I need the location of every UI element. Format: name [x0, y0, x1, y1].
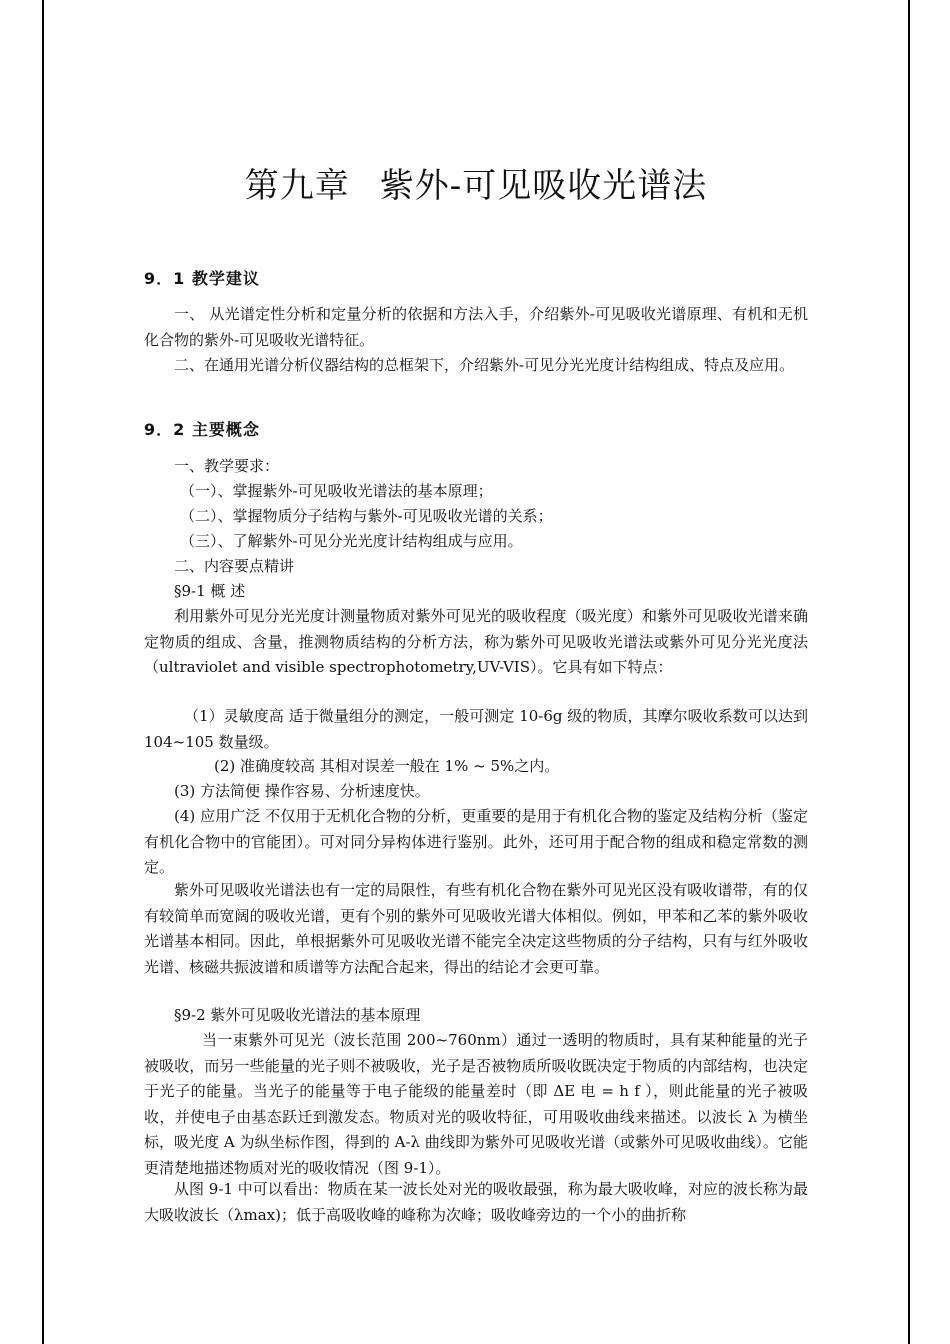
paragraph: (4) 应用广泛 不仅用于无机化合物的分析，更重要的是用于有机化合物的鉴定及结构分析（鉴定有机化合物中的官能团）。可对同分异构体进行鉴别。此外，还可用于配合物的组成和稳定常数的测定。	[144, 807, 808, 876]
paragraph: (3) 方法简便 操作容易、分析速度快。	[174, 782, 430, 800]
paragraph: 二、内容要点精讲	[174, 557, 295, 575]
chapter-name: 紫外-可见吸收光谱法	[379, 166, 708, 206]
chapter-title	[144, 158, 808, 207]
paragraph: 一、教学要求：	[174, 457, 280, 475]
paragraph: 当一束紫外可见光（波长范围 200~760nm）通过一透明的物质时，具有某种能量的光子被吸收，而另一些能量的光子则不被吸收，光子是否被物质所吸收既决定于物质的内部结构，也决定于光子的能量。当光子的能量等于电子能级的能量差时（即 ΔE 电 = h f ），则此能量的光子被吸收，并使电子由基态跃迁到激发态。物质对光的吸收特征，可用吸收曲线来描述。以波长 λ 为横坐标，吸光度 A 为纵坐标作图，得到的 A-λ 曲线即为紫外可见吸收光谱（或紫外可见吸收曲线）。它能更清楚地描述物质对光的吸收情况（图 9-1）。	[144, 1031, 808, 1177]
paragraph: 利用紫外可见分光光度计测量物质对紫外可见光的吸收程度（吸光度）和紫外可见吸收光谱来确定物质的组成、含量，推测物质结构的分析方法，称为紫外可见吸收光谱法或紫外可见分光光度法（ultraviolet and visible spectrophotometry,UV-VIS）。它具有如下特点：	[144, 607, 808, 676]
section-heading-main-concepts: 9．2 主要概念	[144, 420, 260, 439]
list-item: （二）、掌握物质分子结构与紫外-可见吸收光谱的关系；	[180, 507, 553, 525]
paragraph: 一、 从光谱定性分析和定量分析的依据和方法入手，介绍紫外-可见吸收光谱原理、有机和无机化合物的紫外-可见吸收光谱特征。	[144, 305, 808, 349]
subsection-heading: §9-1 概 述	[174, 582, 246, 600]
paragraph: （1）灵敏度高 适于微量组分的测定，一般可测定 10-6g 级的物质，其摩尔吸收系数可以达到 104~105 数量级。	[144, 707, 808, 751]
list-item: （三）、了解紫外-可见分光光度计结构组成与应用。	[180, 532, 523, 550]
paragraph: 紫外可见吸收光谱法也有一定的局限性，有些有机化合物在紫外可见光区没有吸收谱带，有的仅有较简单而宽阔的吸收光谱，更有个别的紫外可见吸收光谱大体相似。例如，甲苯和乙苯的紫外吸收光谱基本相同。因此，单根据紫外可见吸收光谱不能完全决定这些物质的分子结构，只有与红外吸收光谱、核磁共振波谱和质谱等方法配合起来，得出的结论才会更可靠。	[144, 881, 808, 976]
paragraph: 从图 9-1 中可以看出：物质在某一波长处对光的吸收最强，称为最大吸收峰，对应的波长称为最大吸收波长（λmax)；低于高吸收峰的峰称为次峰；吸收峰旁边的一个小的曲折称	[144, 1180, 808, 1224]
paragraph: (2) 准确度较高 其相对误差一般在 1% ~ 5%之内。	[214, 757, 560, 775]
list-item: （一）、掌握紫外-可见吸收光谱法的基本原理；	[180, 482, 493, 500]
paragraph: 二、在通用光谱分析仪器结构的总框架下，介绍紫外-可见分光光度计结构组成、特点及应用。	[174, 356, 795, 374]
section-heading-teaching-suggestions: 9．1 教学建议	[144, 269, 260, 288]
chapter-number: 第九章	[244, 166, 350, 206]
subsection-heading: §9-2 紫外可见吸收光谱法的基本原理	[174, 1006, 421, 1024]
